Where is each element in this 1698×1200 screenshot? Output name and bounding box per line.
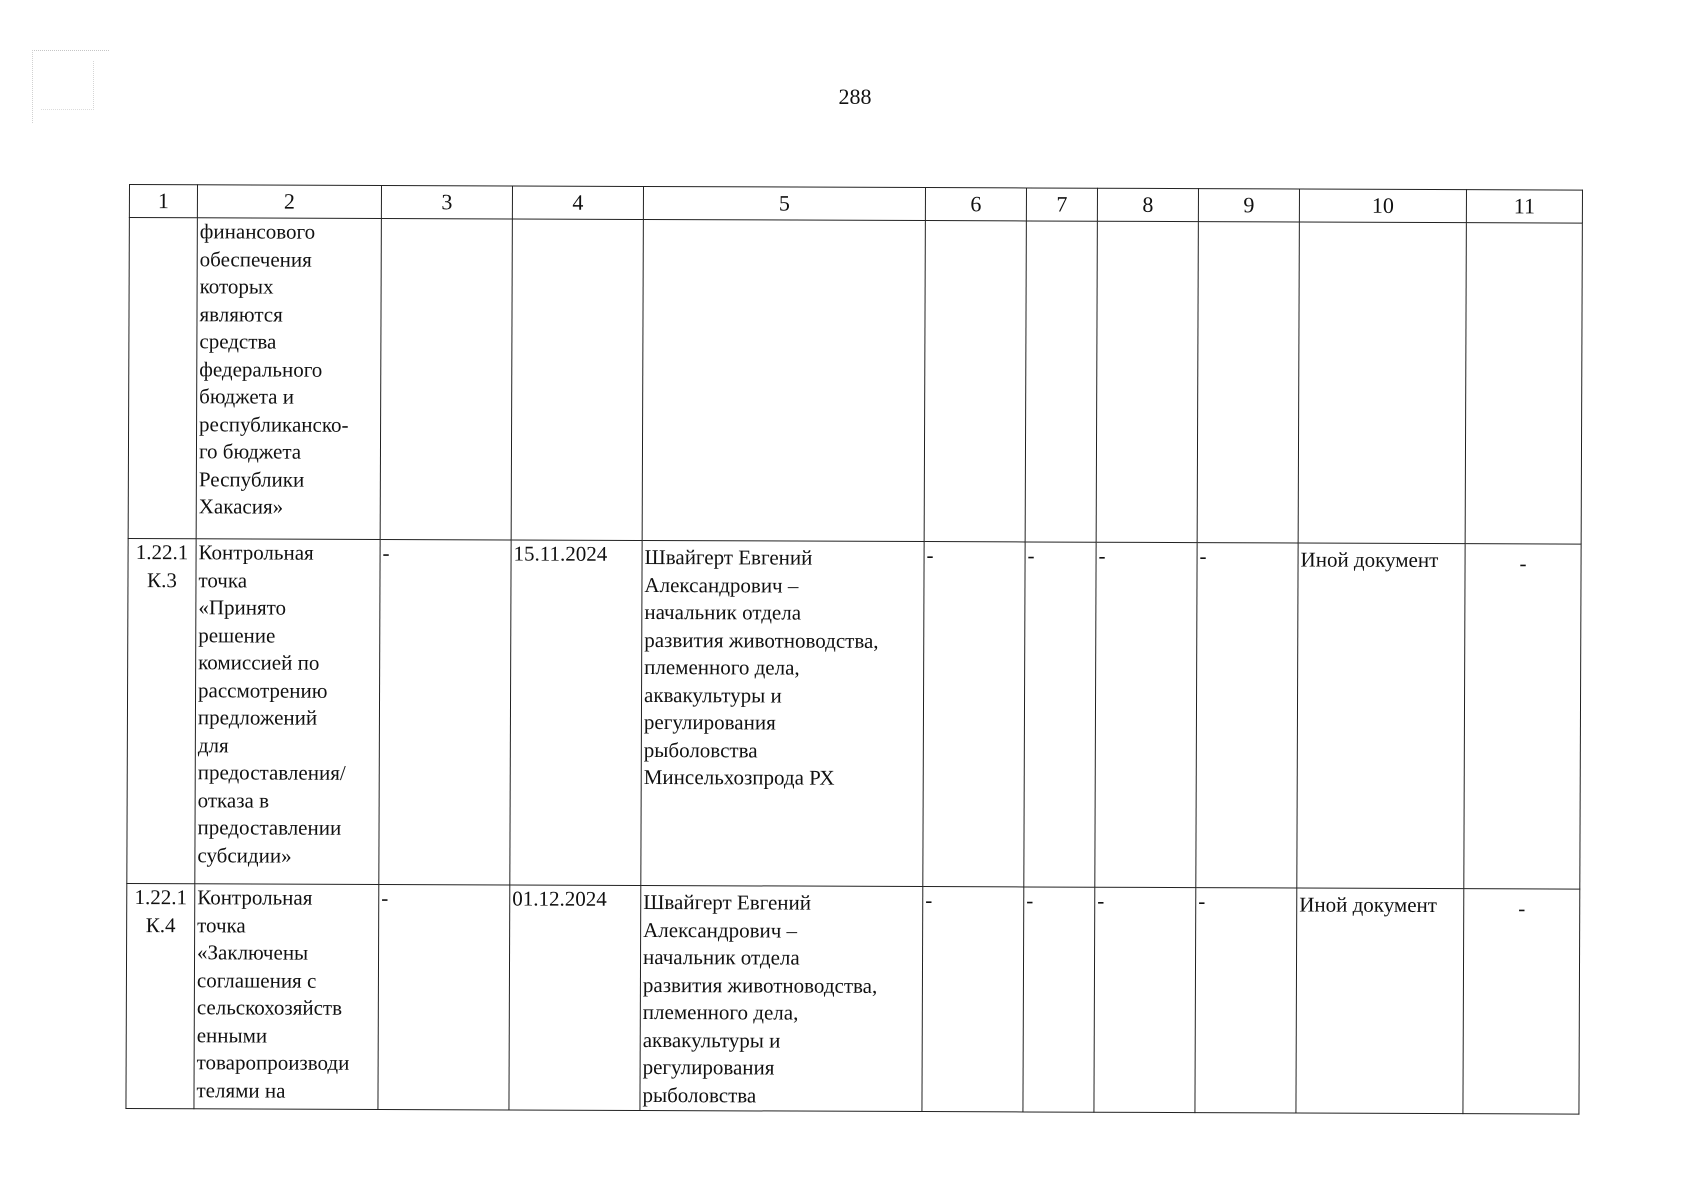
cell-col3 <box>380 218 512 540</box>
cell-number <box>128 218 197 539</box>
cell-text-line: го бюджета <box>198 439 302 464</box>
cell-text-line: обеспечения <box>199 246 312 272</box>
table-container <box>125 184 1582 1115</box>
cell-text-line: 1.22.1 <box>134 885 188 910</box>
cell-text-line: субсидии» <box>197 842 292 868</box>
cell-number <box>126 883 195 1108</box>
cell-text-line: рыболовства <box>643 737 758 762</box>
page-number: 288 <box>838 84 872 109</box>
cell-text-line: средства <box>199 329 277 354</box>
cell-col9: - <box>1196 543 1298 888</box>
cell-text-line: Хакасия» <box>198 494 284 519</box>
cell-text-line: республиканско- <box>199 411 349 437</box>
table-row <box>127 538 1581 889</box>
cell-text-line: Минсельхозпрода РХ <box>643 764 835 790</box>
cell-responsible <box>642 219 925 541</box>
cell-text-line: Республики <box>198 466 305 492</box>
header-row <box>129 185 1582 224</box>
column-header: 4 <box>512 186 643 220</box>
cell-responsible <box>640 885 923 1111</box>
cell-text-line: Александрович – <box>643 917 798 943</box>
cell-text-line: енными <box>196 1022 268 1048</box>
cell-text-line: являются <box>199 301 283 327</box>
cell-text-line: Швайгерт Евгений <box>644 544 813 570</box>
cell-responsible <box>641 540 924 886</box>
cell-text-line: развития животноводства, <box>642 972 878 998</box>
cell-col7: - <box>1024 542 1096 887</box>
cell-text-line: точка <box>197 912 246 937</box>
cell-text-line: аквакультуры и <box>642 1027 781 1053</box>
cell-col9: - <box>1195 888 1297 1113</box>
column-header: 9 <box>1198 189 1299 222</box>
column-header: 11 <box>1466 190 1582 223</box>
cell-text-line: 1.22.1 <box>135 540 189 565</box>
cell-col6 <box>924 221 1026 542</box>
data-table <box>125 184 1583 1115</box>
cell-document-type: Иной документ <box>1296 888 1464 1114</box>
cell-number <box>127 538 196 883</box>
cell-text-line: соглашения с <box>196 967 317 993</box>
cell-col6: - <box>922 887 1024 1112</box>
column-header: 3 <box>381 185 512 219</box>
cell-document-type <box>1298 222 1466 544</box>
cell-text-line: финансового <box>199 219 316 244</box>
column-header: 8 <box>1097 188 1198 221</box>
cell-text-line: регулирования <box>642 1054 775 1080</box>
cell-col8: - <box>1095 542 1197 887</box>
cell-col6: - <box>923 542 1025 887</box>
cell-text-line: Контрольная <box>197 885 313 910</box>
cell-text-line: телями на <box>196 1077 286 1103</box>
cell-date <box>511 219 643 541</box>
cell-document-type: Иной документ <box>1297 543 1465 889</box>
cell-text-line: племенного дела, <box>642 999 799 1025</box>
cell-description <box>194 884 379 1110</box>
cell-text-line: бюджета и <box>199 384 295 409</box>
column-header: 10 <box>1299 189 1466 223</box>
cell-text-line: «Заключены <box>197 940 309 965</box>
cell-col3: - <box>379 539 511 885</box>
cell-text-line: сельскохозяйств <box>196 995 343 1020</box>
cell-text-line: предложений <box>197 705 318 730</box>
cell-text-line: регулирования <box>643 709 776 735</box>
table-row <box>128 218 1582 545</box>
cell-text-line: которых <box>199 274 274 299</box>
cell-text-line: отказа в <box>197 787 270 813</box>
cell-col7: - <box>1023 887 1095 1112</box>
cell-col8 <box>1096 221 1198 542</box>
cell-date: 15.11.2024 <box>510 540 642 886</box>
cell-text-line: рассмотрению <box>198 677 328 703</box>
cell-text-line: начальник отдела <box>644 599 802 625</box>
column-header: 2 <box>197 185 381 219</box>
cell-text-line: товаропроизводи <box>196 1050 350 1075</box>
cell-col9 <box>1197 222 1299 543</box>
cell-col8: - <box>1094 887 1196 1112</box>
cell-description <box>195 539 380 885</box>
cell-text-line: аквакультуры и <box>643 682 782 708</box>
cell-text-line: решение <box>198 622 276 648</box>
cell-text-line: развития животноводства, <box>644 627 879 653</box>
cell-text-line: комиссией по <box>198 650 320 675</box>
cell-col7 <box>1025 221 1097 542</box>
cell-col11 <box>1465 223 1582 544</box>
cell-date: 01.12.2024 <box>509 885 641 1111</box>
cell-text-line: племенного дела, <box>644 654 800 680</box>
column-header: 1 <box>129 185 197 218</box>
cell-text-line: для <box>197 732 229 757</box>
cell-text-line: Контрольная <box>198 540 314 565</box>
cell-text-line: «Принято <box>198 595 287 620</box>
cell-text-line: Александрович – <box>644 572 799 598</box>
column-header: 6 <box>925 188 1026 221</box>
cell-text-line: федерального <box>199 356 323 382</box>
cell-text-line: рыболовства <box>642 1082 757 1107</box>
cell-description <box>196 218 381 540</box>
column-header: 7 <box>1026 188 1097 221</box>
cell-text-line: Швайгерт Евгений <box>643 889 812 915</box>
cell-text-line: точка <box>198 567 248 592</box>
cell-col11: - <box>1463 889 1580 1114</box>
cell-text-line: начальник отдела <box>642 944 800 970</box>
table-row <box>126 883 1580 1114</box>
cell-col11: - <box>1464 544 1581 889</box>
cell-text-line: предоставления/ <box>197 760 346 785</box>
column-header: 5 <box>643 186 925 220</box>
cell-col3: - <box>378 884 510 1110</box>
cell-text-line: К.3 <box>147 567 177 592</box>
cell-text-line: предоставлении <box>197 815 342 840</box>
cell-text-line: К.4 <box>145 912 176 937</box>
